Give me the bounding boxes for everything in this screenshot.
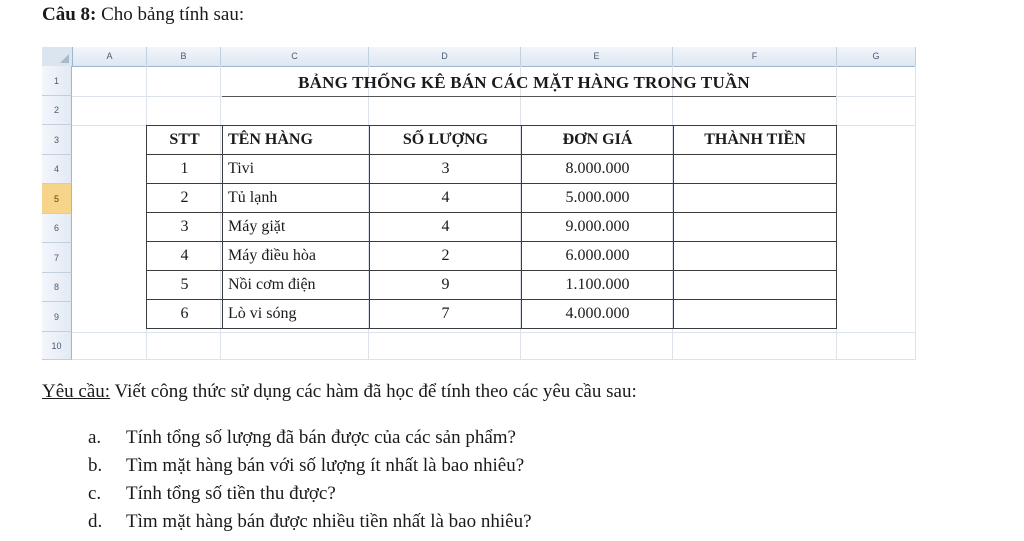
cell-so-luong[interactable]: 9 xyxy=(370,271,522,300)
cell-so-luong[interactable]: 4 xyxy=(370,213,522,242)
cell-stt[interactable]: 2 xyxy=(147,184,223,213)
table-row xyxy=(147,300,837,329)
cell-so-luong[interactable]: 4 xyxy=(370,184,522,213)
cell-ten-hang[interactable]: Tủ lạnh xyxy=(223,184,370,213)
header-so-luong[interactable]: SỐ LƯỢNG xyxy=(370,126,522,155)
question-heading xyxy=(42,4,244,26)
list-item xyxy=(88,480,532,508)
cell-ten-hang[interactable]: Máy điều hòa xyxy=(223,242,370,271)
cell-don-gia[interactable]: 9.000.000 xyxy=(522,213,674,242)
item-marker: d. xyxy=(88,511,103,532)
table-row xyxy=(147,155,837,184)
select-all-icon xyxy=(60,54,69,63)
table-row xyxy=(147,213,837,242)
gridline xyxy=(72,332,916,333)
column-header-g[interactable]: G xyxy=(837,47,916,66)
list-item xyxy=(88,452,532,480)
cell-ten-hang[interactable]: Nồi cơm điện xyxy=(223,271,370,300)
row-header-9[interactable]: 9 xyxy=(42,302,72,332)
item-text: Tính tổng số lượng đã bán được của các sản phẩm? xyxy=(126,427,516,448)
row-header-8[interactable]: 8 xyxy=(42,273,72,302)
question-text: Cho bảng tính sau: xyxy=(101,4,245,25)
select-all-corner[interactable] xyxy=(42,47,73,66)
cell-so-luong[interactable]: 7 xyxy=(370,300,522,329)
requirement-list xyxy=(88,424,532,536)
cell-stt[interactable]: 6 xyxy=(147,300,223,329)
cell-thanh-tien[interactable] xyxy=(674,213,837,242)
cell-don-gia[interactable]: 5.000.000 xyxy=(522,184,674,213)
header-row xyxy=(147,126,837,155)
cell-so-luong[interactable]: 2 xyxy=(370,242,522,271)
cell-thanh-tien[interactable] xyxy=(674,184,837,213)
question-label: Câu 8: xyxy=(42,4,97,25)
cell-ten-hang[interactable]: Lò vi sóng xyxy=(223,300,370,329)
row-header-3[interactable]: 3 xyxy=(42,125,72,155)
cell-thanh-tien[interactable] xyxy=(674,300,837,329)
cell-don-gia[interactable]: 8.000.000 xyxy=(522,155,674,184)
item-text: Tìm mặt hàng bán với số lượng ít nhất là bao nhiêu? xyxy=(126,455,525,476)
column-header-f[interactable]: F xyxy=(673,47,837,66)
list-item xyxy=(88,424,532,452)
cell-don-gia[interactable]: 4.000.000 xyxy=(522,300,674,329)
row-header-5[interactable]: 5 xyxy=(42,184,72,214)
cell-stt[interactable]: 5 xyxy=(147,271,223,300)
cell-ten-hang[interactable]: Máy giặt xyxy=(223,213,370,242)
cell-stt[interactable]: 4 xyxy=(147,242,223,271)
requirement-label: Yêu cầu: xyxy=(42,381,111,402)
gridline xyxy=(72,359,916,360)
cell-ten-hang[interactable]: Tivi xyxy=(223,155,370,184)
cell-thanh-tien[interactable] xyxy=(674,155,837,184)
data-table xyxy=(146,125,837,329)
item-text: Tìm mặt hàng bán được nhiều tiền nhất là bao nhiêu? xyxy=(126,511,532,532)
gridline xyxy=(915,66,916,360)
cell-stt[interactable]: 1 xyxy=(147,155,223,184)
row-header-4[interactable]: 4 xyxy=(42,155,72,184)
header-ten-hang[interactable]: TÊN HÀNG xyxy=(223,126,370,155)
requirement-text: Viết công thức sử dụng các hàm đã học để tính theo các yêu cầu sau: xyxy=(114,381,637,402)
row-header-6[interactable]: 6 xyxy=(42,214,72,243)
item-marker: a. xyxy=(88,427,102,448)
column-header-d[interactable]: D xyxy=(369,47,521,66)
table-title: BẢNG THỐNG KÊ BÁN CÁC MẶT HÀNG TRONG TUẦN xyxy=(222,70,836,97)
item-marker: c. xyxy=(88,483,102,504)
row-header-7[interactable]: 7 xyxy=(42,243,72,273)
row-header-10[interactable]: 10 xyxy=(42,332,72,360)
cell-don-gia[interactable]: 1.100.000 xyxy=(522,271,674,300)
row-header-1[interactable]: 1 xyxy=(42,66,72,96)
row-header-2[interactable]: 2 xyxy=(42,96,72,125)
column-header-a[interactable]: A xyxy=(73,47,147,66)
cell-stt[interactable]: 3 xyxy=(147,213,223,242)
table-row xyxy=(147,271,837,300)
cell-so-luong[interactable]: 3 xyxy=(370,155,522,184)
header-thanh-tien[interactable]: THÀNH TIỀN xyxy=(674,126,837,155)
header-don-gia[interactable]: ĐƠN GIÁ xyxy=(522,126,674,155)
cell-don-gia[interactable]: 6.000.000 xyxy=(522,242,674,271)
column-header-b[interactable]: B xyxy=(147,47,221,66)
table-row xyxy=(147,184,837,213)
item-text: Tính tổng số tiền thu được? xyxy=(126,483,336,504)
header-stt[interactable]: STT xyxy=(147,126,223,155)
column-header-c[interactable]: C xyxy=(221,47,369,66)
requirement-heading xyxy=(42,381,637,403)
list-item xyxy=(88,508,532,536)
cell-thanh-tien[interactable] xyxy=(674,242,837,271)
cell-thanh-tien[interactable] xyxy=(674,271,837,300)
item-marker: b. xyxy=(88,455,103,476)
table-row xyxy=(147,242,837,271)
column-header-e[interactable]: E xyxy=(521,47,673,66)
